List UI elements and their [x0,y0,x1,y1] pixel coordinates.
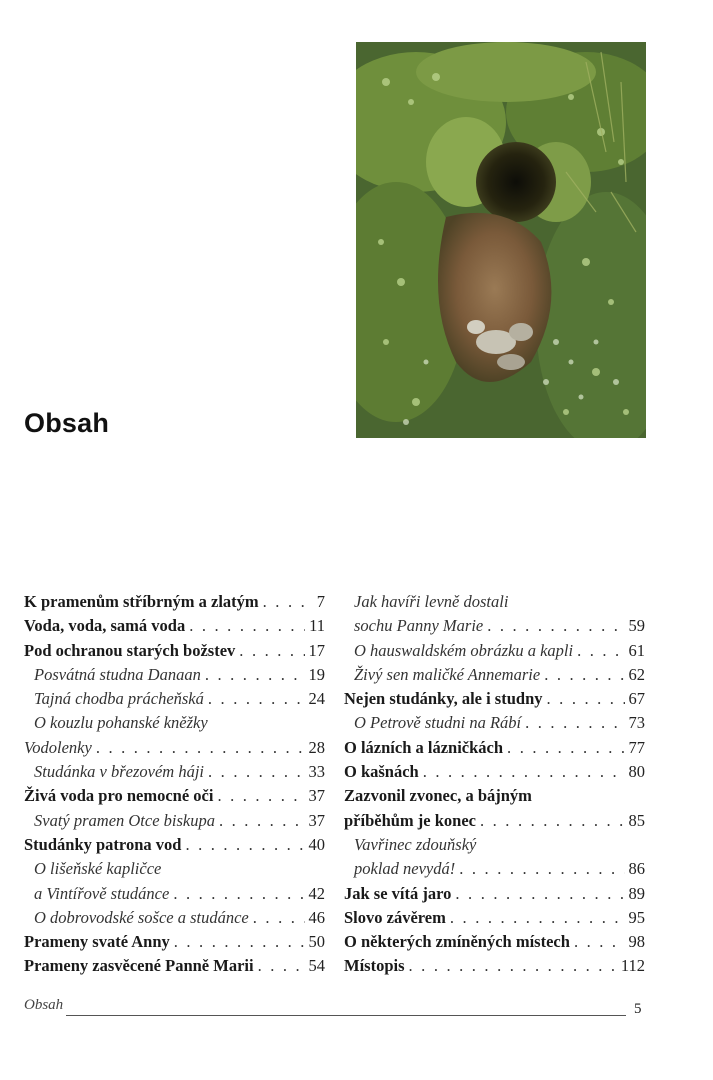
toc-dot-leader [174,930,305,954]
toc-entry-title: a Vintířově studánce [34,883,170,903]
toc-entry [344,639,645,663]
toc-entry-title: Prameny svaté Anny [24,932,170,952]
toc-entry [344,736,645,760]
toc-dot-leader [574,930,625,954]
toc-entry-title: Zazvonil zvonec, a bájným [344,786,532,806]
toc-dot-leader [450,906,625,930]
toc-entry [344,954,645,978]
toc-entry-page: 28 [308,737,325,757]
toc-entry [344,930,645,954]
toc-entry-title: sochu Panny Marie [354,616,484,636]
toc-entry-page: 24 [308,689,325,709]
toc-entry-title: Prameny zasvěcené Panně Marii [24,956,254,976]
toc-entry-title: O hauswaldském obrázku a kapli [354,640,574,660]
toc-entry-page: 40 [308,834,325,854]
toc-entry [344,809,645,833]
toc-dot-leader [480,809,625,833]
toc-entry [24,930,325,954]
toc-entry-title: Živá voda pro nemocné oči [24,786,214,806]
toc-entry-page: 86 [628,859,645,879]
toc-entry [24,663,325,687]
toc-entry-title: Jak havíři levně dostali [354,592,509,611]
toc-entry [344,760,645,784]
toc-dot-leader [455,882,624,906]
toc-entry-page: 89 [628,883,645,903]
toc-entry-title: O Petrově studni na Rábí [354,713,522,733]
toc-dot-leader [263,590,313,614]
spring-photo-illustration [356,42,646,438]
toc-entry-page: 54 [308,956,325,976]
toc-entry-page: 37 [308,810,325,830]
toc-entry-page: 112 [620,956,645,976]
page-number: 5 [634,1001,642,1017]
page-title: Obsah [24,408,110,438]
toc-entry [24,857,325,881]
toc-dot-leader [185,833,304,857]
toc-entry [24,590,325,614]
toc-entry-title: Jak se vítá jaro [344,883,452,903]
toc-entry-title: K pramenům stříbrným a zlatým [24,592,259,611]
toc-entry-title: O kašnách [344,762,419,782]
toc-entry [24,687,325,711]
toc-dot-leader [487,614,624,638]
toc-entry [24,760,325,784]
toc-entry-page: 42 [308,883,325,903]
toc-entry-page: 50 [308,932,325,952]
toc-dot-leader [239,639,304,663]
toc-entry-title: Tajná chodba prácheňská [34,689,204,709]
toc-entry [344,614,645,638]
toc-dot-leader [217,784,304,808]
toc-entry-title: O lišeňské kapličce [34,859,162,879]
toc-dot-leader [96,736,305,760]
toc-entry [24,784,325,808]
toc-entry-title: Místopis [344,956,405,976]
toc-dot-leader [544,663,624,687]
toc-entry-title: Pod ochranou starých božstev [24,640,236,660]
toc-dot-leader [189,614,305,638]
toc-entry-page: 46 [308,907,325,927]
footer-rule [66,1015,626,1016]
toc-entry-page: 77 [628,737,645,757]
toc-entry [24,736,325,760]
toc-entry-page: 37 [308,786,325,806]
toc-entry-title: O některých zmíněných místech [344,932,570,952]
toc-entry-page: 85 [628,810,645,830]
toc-entry-title: Vavřinec zdouňský [354,834,477,854]
toc-entry [344,663,645,687]
toc-entry-title: Svatý pramen Otce biskupa [34,810,215,830]
footer-section-label: Obsah [24,997,64,1013]
toc-entry [344,711,645,735]
toc-dot-leader [205,663,305,687]
toc-entry [24,711,325,735]
toc-entry-page: 80 [628,762,645,782]
toc-column-right [344,590,645,979]
toc-entry-title: příběhům je konec [344,810,476,830]
toc-entry [344,833,645,857]
toc-entry-page: 11 [309,616,325,636]
toc-dot-leader [525,711,624,735]
toc-entry [344,906,645,930]
toc-column-left [24,590,325,979]
toc-entry [24,809,325,833]
toc-entry [24,882,325,906]
toc-entry-title: poklad nevydá! [354,859,456,879]
toc-entry [344,687,645,711]
toc-entry-title: O dobrovodské sošce a studánce [34,907,249,927]
toc-entry-page: 19 [308,664,325,684]
toc-entry-title: Posvátná studna Danaan [34,664,201,684]
toc-entry [344,784,645,808]
toc-entry-page: 98 [628,932,645,952]
toc-entry [344,882,645,906]
toc-dot-leader [423,760,625,784]
spring-photo [356,42,646,438]
toc-dot-leader [253,906,305,930]
toc-dot-leader [219,809,305,833]
toc-entry-title: O lázních a lázničkách [344,737,504,757]
toc-entry-title: Živý sen maličké Annemarie [354,664,541,684]
toc-dot-leader [409,954,617,978]
toc-dot-leader [173,882,304,906]
toc-entry [24,614,325,638]
toc-entry-title: Voda, voda, samá voda [24,616,186,636]
toc-entry [24,954,325,978]
toc-entry [24,833,325,857]
toc-entry-title: O kouzlu pohanské kněžky [34,713,208,733]
toc-dot-leader [258,954,305,978]
toc-entry-page: 33 [308,762,325,782]
toc-entry-title: Studánka v březovém háji [34,762,205,782]
toc-entry [24,906,325,930]
toc-dot-leader [208,760,304,784]
toc-entry-page: 62 [628,664,645,684]
toc-dot-leader [577,639,624,663]
toc-entry-title: Studánky patrona vod [24,834,182,854]
toc-entry-title: Vodolenky [24,737,92,757]
toc-entry-page: 73 [628,713,645,733]
toc-entry-page: 61 [628,640,645,660]
toc-dot-leader [507,736,624,760]
toc-entry-page: 17 [308,640,325,660]
toc-entry [344,590,645,614]
toc-dot-leader [547,687,625,711]
toc-entry [344,857,645,881]
toc-entry-page: 95 [628,907,645,927]
toc-dot-leader [459,857,624,881]
toc-entry-page: 7 [316,592,325,611]
toc-entry-page: 59 [628,616,645,636]
toc-entry [24,639,325,663]
toc-entry-title: Slovo závěrem [344,907,446,927]
toc-entry-title: Nejen studánky, ale i studny [344,689,543,709]
toc-dot-leader [208,687,305,711]
toc-entry-page: 67 [628,689,645,709]
